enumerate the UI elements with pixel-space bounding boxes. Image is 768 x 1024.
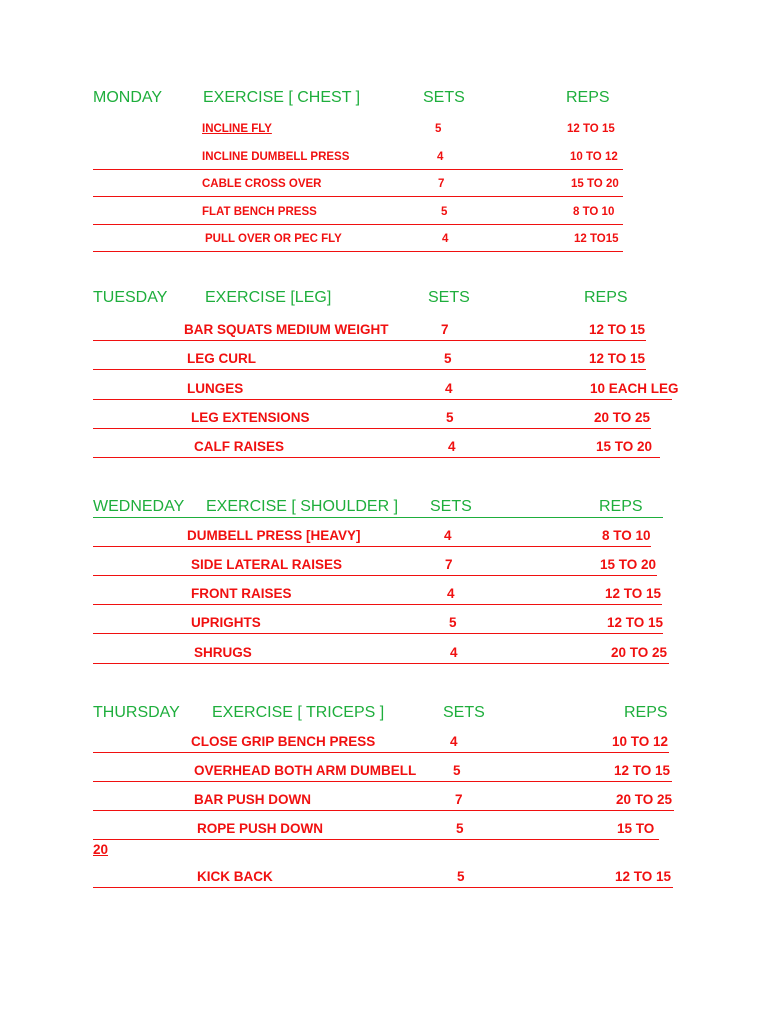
exercise-sets: 5	[449, 615, 457, 630]
exercise-row	[93, 439, 660, 461]
exercise-reps: 12 TO15	[574, 233, 619, 245]
exercise-header: EXERCISE [ TRICEPS ]	[212, 704, 385, 721]
exercise-row	[93, 586, 662, 608]
exercise-row	[93, 615, 663, 637]
exercise-name: DUMBELL PRESS [HEAVY]	[187, 528, 361, 543]
row-underline	[93, 251, 623, 252]
row-underline	[93, 781, 672, 782]
row-underline	[93, 169, 623, 170]
row-underline	[93, 633, 663, 634]
exercise-reps: 15 TO 20	[596, 439, 653, 454]
exercise-name: FLAT BENCH PRESS	[202, 206, 317, 218]
exercise-reps: 20 TO 25	[594, 410, 651, 425]
row-underline	[93, 810, 674, 811]
sets-header: SETS	[443, 704, 485, 721]
exercise-name: SIDE LATERAL RAISES	[191, 557, 343, 572]
exercise-reps: 12 TO 15	[614, 763, 671, 778]
exercise-reps: 8 TO 10	[602, 528, 651, 543]
row-underline	[93, 663, 669, 664]
exercise-row	[93, 528, 651, 550]
reps-header: REPS	[624, 704, 668, 721]
exercise-row	[93, 322, 646, 344]
exercise-sets: 7	[438, 178, 445, 190]
exercise-name: CALF RAISES	[194, 439, 285, 454]
exercise-row	[93, 821, 659, 843]
row-underline	[93, 224, 623, 225]
exercise-reps: 12 TO 15	[605, 586, 662, 601]
exercise-sets: 5	[444, 351, 452, 366]
day-label: MONDAY	[93, 89, 163, 106]
exercise-name: INCLINE DUMBELL PRESS	[202, 151, 350, 163]
wrapped-reps-continuation: 20	[93, 842, 109, 857]
exercise-sets: 5	[456, 821, 464, 836]
exercise-row	[93, 381, 679, 403]
day-label: THURSDAY	[93, 704, 180, 721]
row-underline	[93, 369, 646, 370]
exercise-reps: 10 EACH LEG	[590, 381, 679, 396]
exercise-reps: 12 TO 15	[589, 322, 646, 337]
exercise-reps: 10 TO 12	[612, 734, 669, 749]
reps-header: REPS	[584, 289, 628, 306]
sets-header: SETS	[423, 89, 465, 106]
exercise-reps: 10 TO 12	[570, 151, 618, 163]
day-header-monday	[93, 89, 673, 113]
exercise-row	[93, 178, 623, 200]
row-underline	[93, 604, 662, 605]
exercise-reps: 12 TO 15	[615, 869, 672, 884]
day-label: TUESDAY	[93, 289, 168, 306]
exercise-header: EXERCISE [LEG]	[205, 289, 332, 306]
exercise-reps: 12 TO 15	[607, 615, 664, 630]
row-underline	[93, 399, 672, 400]
exercise-name: INCLINE FLY	[202, 123, 272, 135]
exercise-row	[93, 792, 674, 814]
row-underline	[93, 428, 651, 429]
exercise-sets: 4	[442, 233, 449, 245]
row-underline	[93, 752, 669, 753]
row-underline	[93, 196, 623, 197]
exercise-sets: 4	[447, 586, 455, 601]
exercise-name: LEG EXTENSIONS	[191, 410, 310, 425]
exercise-name: LEG CURL	[187, 351, 256, 366]
exercise-sets: 5	[453, 763, 461, 778]
exercise-reps: 15 TO 20	[600, 557, 657, 572]
exercise-sets: 5	[457, 869, 465, 884]
exercise-name: KICK BACK	[197, 869, 273, 884]
row-underline	[93, 839, 659, 840]
reps-header: REPS	[599, 498, 643, 515]
reps-header: REPS	[566, 89, 610, 106]
row-underline	[93, 457, 660, 458]
exercise-sets: 7	[445, 557, 453, 572]
exercise-reps: 20 TO 25	[616, 792, 673, 807]
exercise-row	[93, 734, 669, 756]
day-label: WEDNEDAY	[93, 498, 185, 515]
exercise-row	[93, 557, 657, 579]
exercise-sets: 5	[435, 123, 442, 135]
exercise-reps: 20 TO 25	[611, 645, 668, 660]
exercise-row	[93, 410, 651, 432]
exercise-row	[93, 869, 673, 891]
exercise-row	[93, 763, 672, 785]
exercise-name: OVERHEAD BOTH ARM DUMBELL	[194, 763, 417, 778]
exercise-sets: 4	[450, 734, 458, 749]
exercise-name: BAR PUSH DOWN	[194, 792, 311, 807]
exercise-reps: 12 TO 15	[567, 123, 615, 135]
exercise-header: EXERCISE [ CHEST ]	[203, 89, 361, 106]
exercise-sets: 5	[441, 206, 448, 218]
sets-header: SETS	[428, 289, 470, 306]
day-header-thursday	[93, 704, 673, 728]
exercise-name: UPRIGHTS	[191, 615, 261, 630]
exercise-sets: 4	[445, 381, 453, 396]
exercise-reps: 15 TO	[617, 821, 655, 836]
exercise-name: PULL OVER OR PEC FLY	[205, 233, 342, 245]
exercise-reps: 15 TO 20	[571, 178, 619, 190]
exercise-row	[93, 151, 623, 173]
row-underline	[93, 887, 673, 888]
exercise-sets: 7	[455, 792, 463, 807]
row-underline	[93, 575, 657, 576]
exercise-sets: 4	[450, 645, 458, 660]
exercise-sets: 4	[437, 151, 444, 163]
exercise-name: LUNGES	[187, 381, 244, 396]
exercise-name: CLOSE GRIP BENCH PRESS	[191, 734, 376, 749]
sets-header: SETS	[430, 498, 472, 515]
day-header-wednesday	[93, 498, 663, 518]
exercise-sets: 5	[446, 410, 454, 425]
exercise-row	[93, 206, 623, 228]
row-underline	[93, 546, 651, 547]
exercise-header: EXERCISE [ SHOULDER ]	[206, 498, 399, 515]
exercise-name: CABLE CROSS OVER	[202, 178, 322, 190]
exercise-name: SHRUGS	[194, 645, 252, 660]
exercise-name: BAR SQUATS MEDIUM WEIGHT	[184, 322, 389, 337]
exercise-name: ROPE PUSH DOWN	[197, 821, 324, 836]
exercise-name: FRONT RAISES	[191, 586, 292, 601]
day-header-tuesday	[93, 289, 673, 313]
exercise-sets: 4	[448, 439, 456, 454]
exercise-row	[93, 123, 623, 145]
exercise-reps: 12 TO 15	[589, 351, 646, 366]
row-underline	[93, 340, 646, 341]
exercise-sets: 7	[441, 322, 449, 337]
exercise-row	[93, 645, 669, 667]
exercise-reps: 8 TO 10	[573, 206, 615, 218]
exercise-sets: 4	[444, 528, 452, 543]
exercise-row	[93, 233, 623, 255]
exercise-row	[93, 351, 646, 373]
